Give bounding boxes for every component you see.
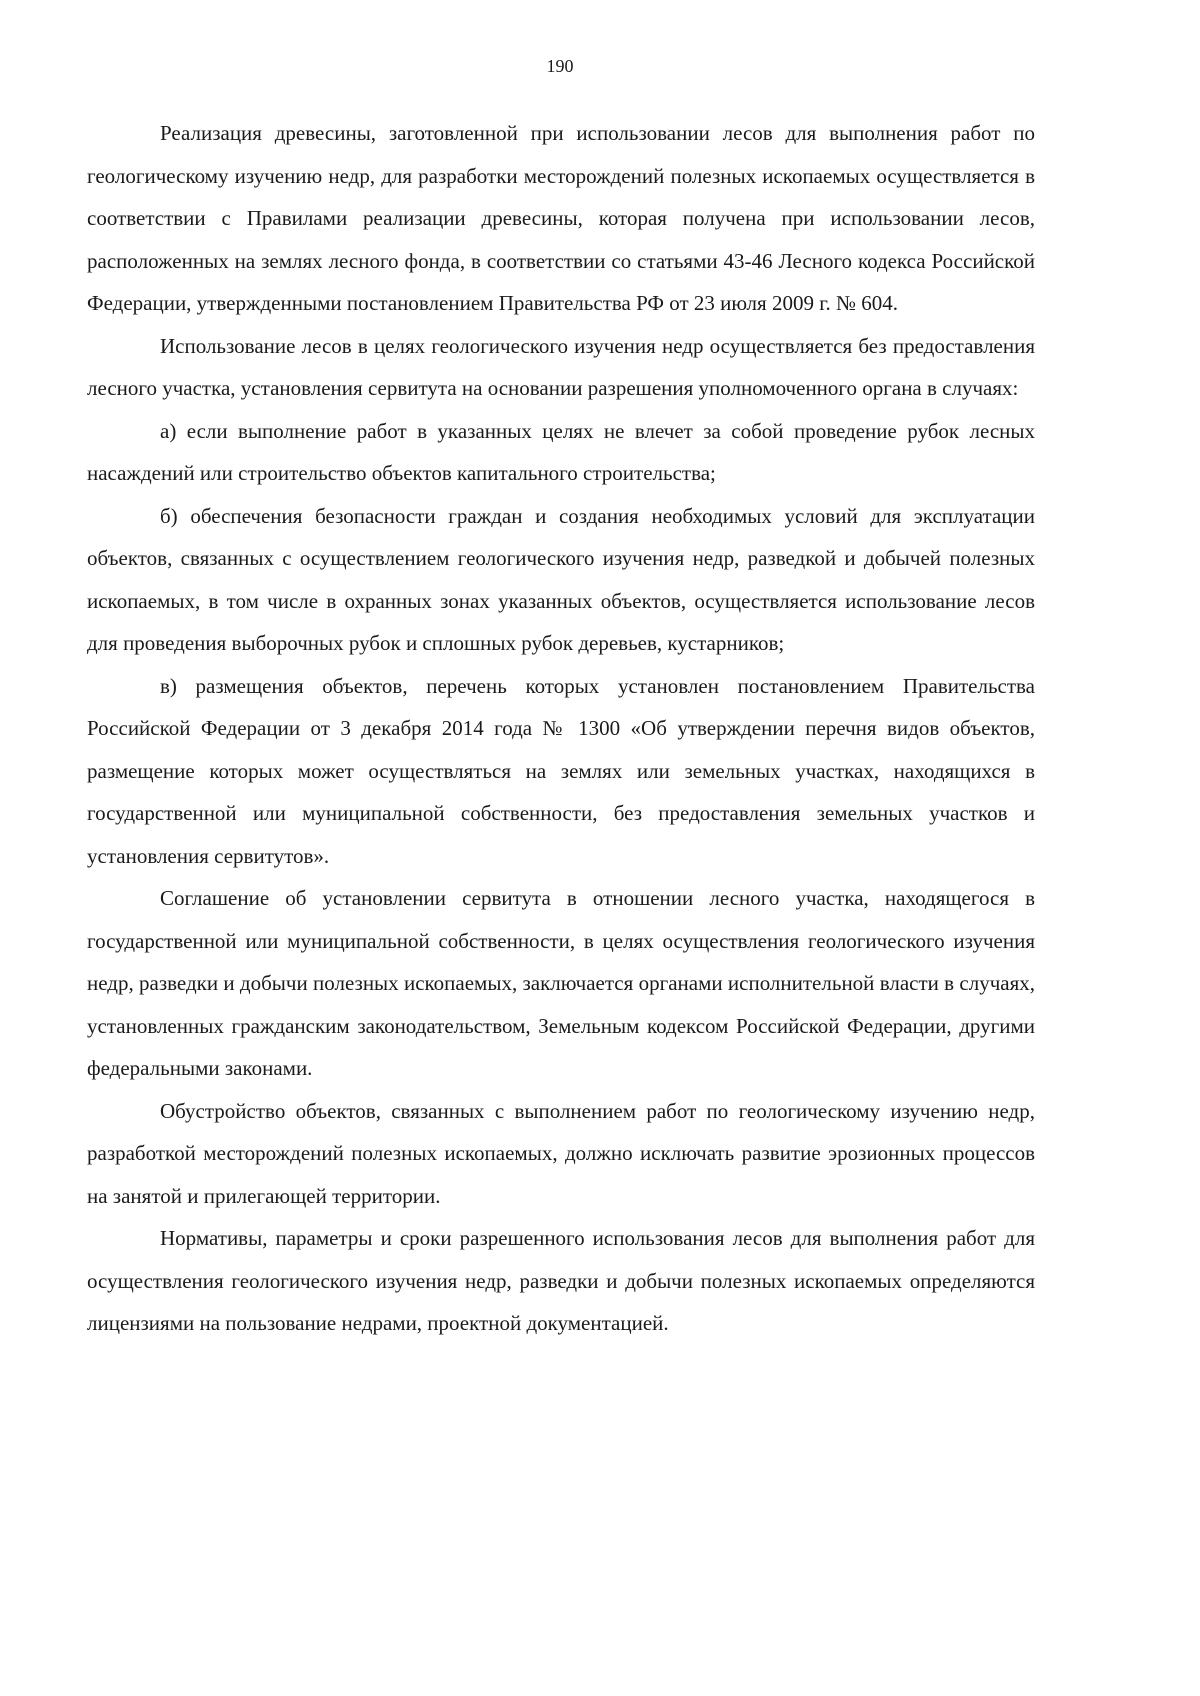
page-number: 190 [546,56,574,76]
paragraph-timber-sale: Реализация древесины, заготовленной при использовании лесов для выполнения работ по геологическому изучению недр, для разработки месторождений полезных ископаемых осуществляется в соответствии с Правилами реализации древесины, которая получена при использовании лесов, расположенных на землях лесного фонда, в соответствии со статьями 43-46 Лесного кодекса Российской Федерации, утвержденными постановлением Правительства РФ от 23 июля 2009 г. № 604. [87,121,1035,315]
paragraph-norms: Нормативы, параметры и сроки разрешенного использования лесов для выполнения работ для осуществления геологического изучения недр, разведки и добычи полезных ископаемых определяются лицензиями на пользование недрами, проектной документацией. [87,1226,1035,1335]
paragraph-erosion-prevention: Обустройство объектов, связанных с выполнением работ по геологическому изучению недр, разработкой месторождений полезных ископаемых, должно исключать развитие эрозионных процессов на занятой и прилегающей территории. [87,1098,1035,1208]
paragraph-servitude-agreement: Соглашение об установлении сервитута в отношении лесного участка, находящегося в государственной или муниципальной собственности, в целях осуществления геологического изучения недр, разведки и добычи полезных ископаемых, заключается органами исполнительной власти в случаях, установленных гражданским законодательством, Земельным кодексом Российской Федерации, другими федеральными законами. [87,886,1035,1080]
paragraph-case-c: в) размещения объектов, перечень которых установлен постановлением Правительства Российской Федерации от 3 декабря 2014 года № 1300 «Об утверждении перечня видов объектов, размещение которых может осуществляться на землях или земельных участках, находящихся в государственной или муниципальной собственности, без предоставления земельных участков и установления сервитутов». [87,673,1035,868]
paragraph-case-a: а) если выполнение работ в указанных целях не влечет за собой проведение рубок лесных насаждений или строительство объектов капитального строительства; [87,418,1035,485]
paragraph-case-b: б) обеспечения безопасности граждан и создания необходимых условий для эксплуатации объектов, связанных с осуществлением геологического изучения недр, разведкой и добычей полезных ископаемых, в том числе в охранных зонах указанных объектов, осуществляется использование лесов для проведения выборочных рубок и сплошных рубок деревьев, кустарников; [87,503,1035,655]
page-body [87,112,1035,1345]
paragraph-forest-use-geology: Использование лесов в целях геологического изучения недр осуществляется без предоставления лесного участка, установления сервитута на основании разрешения уполномоченного органа в случаях: [87,333,1035,400]
